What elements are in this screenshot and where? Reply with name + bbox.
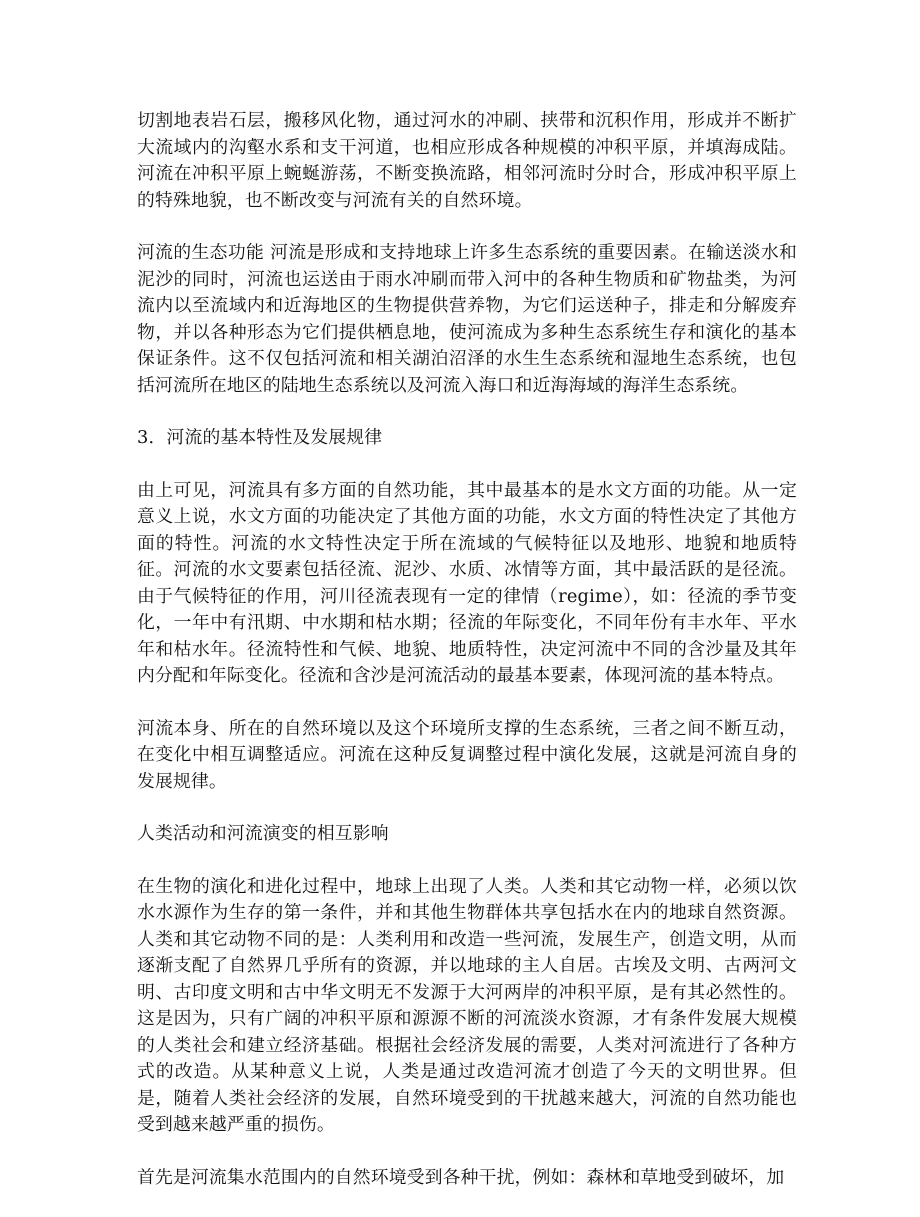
- document-body: [137, 108, 797, 1217]
- paragraph-development-law: 河流本身、所在的自然环境以及这个环境所支撑的生态系统，三者之间不断互动，在变化中相互调整适应。河流在这种反复调整过程中演化发展，这就是河流自身的发展规律。: [137, 717, 797, 792]
- section-heading-basic-characteristics: 3．河流的基本特性及发展规律: [137, 427, 383, 448]
- paragraph-environment-disturbance: 首先是河流集水范围内的自然环境受到各种干扰，例如：森林和草地受到破坏，加: [137, 1166, 785, 1188]
- paragraph-ecological-function: 河流的生态功能 河流是形成和支持地球上许多生态系统的重要因素。在输送淡水和泥沙的同时，河流也运送由于雨水冲刷而带入河中的各种生物质和矿物盐类，为河流内以至流域内和近海地区的生物提供营养物，为它们运送种子，排走和分解废弃物，并以各种形态为它们提供栖息地，使河流成为多种生态系统生存和演化的基本保证条件。这不仅包括河流和相关湖泊沼泽的水生生态系统和湿地生态系统，也包括河流所在地区的陆地生态系统以及河流入海口和近海海域的海洋生态系统。: [137, 242, 797, 396]
- section-heading-human-activity: 人类活动和河流演变的相互影响: [137, 823, 389, 844]
- paragraph-geomorphology: 切割地表岩石层，搬移风化物，通过河水的冲刷、挟带和沉积作用，形成并不断扩大流域内的沟壑水系和支干河道，也相应形成各种规模的冲积平原，并填海成陆。河流在冲积平原上蜿蜒游荡，不断变换流路，相邻河流时分时合，形成冲积平原上的特殊地貌，也不断改变与河流有关的自然环境。: [137, 110, 797, 211]
- paragraph-hydrology: 由上可见，河流具有多方面的自然功能，其中最基本的是水文方面的功能。从一定意义上说，水文方面的功能决定了其他方面的功能，水文方面的特性决定了其他方面的特性。河流的水文特性决定于所在流域的气候特征以及地形、地貌和地质特征。河流的水文要素包括径流、泥沙、水质、冰情等方面，其中最活跃的是径流。由于气候特征的作用，河川径流表现有一定的律情（regime），如：径流的季节变化，一年中有汛期、中水期和枯水期；径流的年际变化，不同年份有丰水年、平水年和枯水年。径流特性和气候、地貌、地质特性，决定河流中不同的含沙量及其年内分配和年际变化。径流和含沙是河流活动的最基本要素，体现河流的基本特点。: [137, 479, 797, 686]
- paragraph-human-civilization: 在生物的演化和进化过程中，地球上出现了人类。人类和其它动物一样，必须以饮水水源作为生存的第一条件，并和其他生物群体共享包括水在内的地球自然资源。人类和其它动物不同的是：人类利用和改造一些河流，发展生产，创造文明，从而逐渐支配了自然界几乎所有的资源，并以地球的主人自居。古埃及文明、古两河文明、古印度文明和古中华文明无不发源于大河两岸的冲积平原，是有其必然性的。这是因为，只有广阔的冲积平原和源源不断的河流淡水资源，才有条件发展大规模的人类社会和建立经济基础。根据社会经济发展的需要，人类对河流进行了各种方式的改造。从某种意义上说，人类是通过改造河流才创造了今天的文明世界。但是，随着人类社会经济的发展，自然环境受到的干扰越来越大，河流的自然功能也受到越来越严重的损伤。: [137, 875, 797, 1135]
